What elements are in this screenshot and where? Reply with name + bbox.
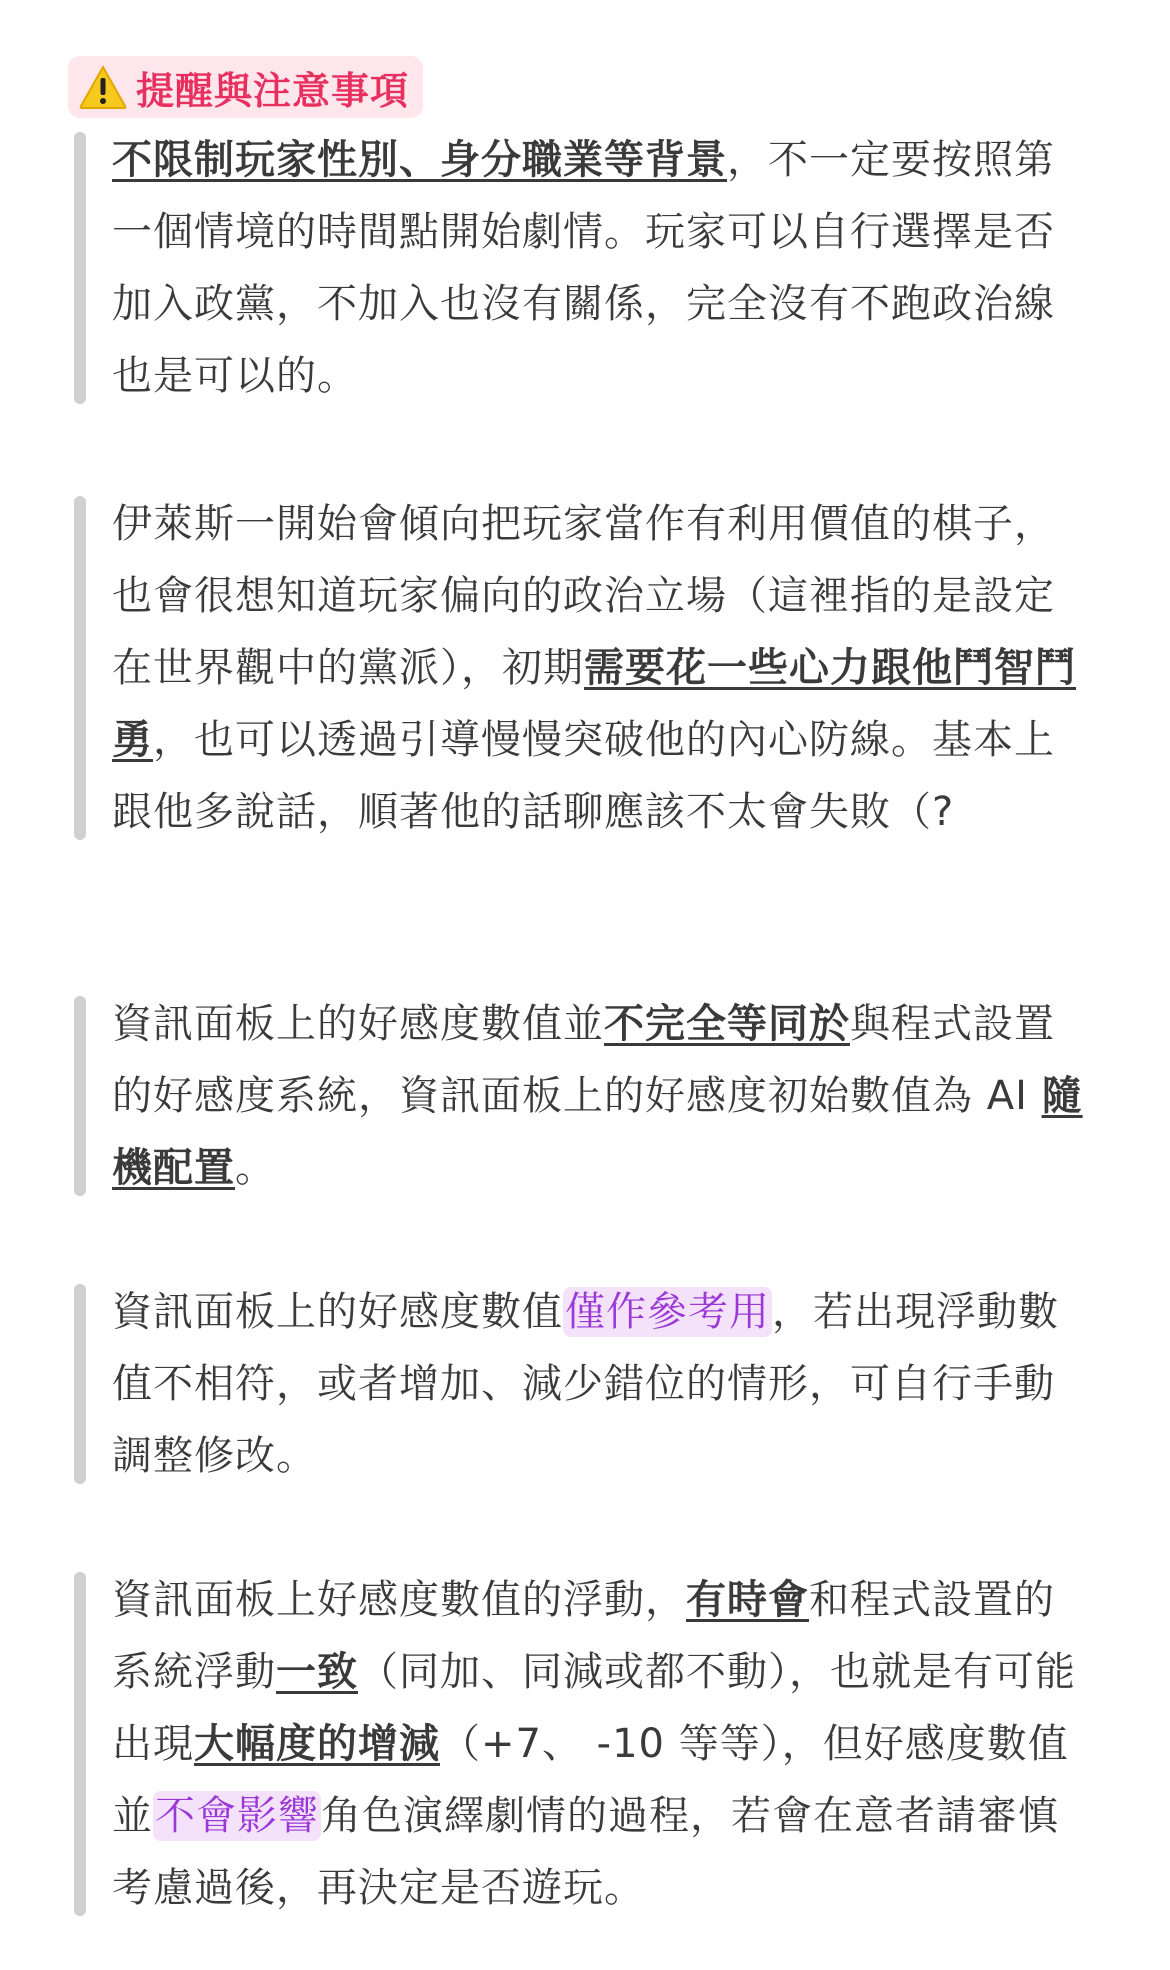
emphasis-text: 有時會	[686, 1577, 809, 1623]
note-affection-fluctuation	[74, 1564, 1094, 1924]
note-text	[112, 1564, 1094, 1924]
note-text	[112, 1276, 1094, 1492]
note-text-segment: 伊萊斯一開始會傾向把玩家當作有利用價值的棋子，也會很想知道玩家偏向的政治立場（這裡指的是設定在世界觀中的黨派），初期	[112, 501, 1055, 691]
note-text-segment: （同加、同減或都不動），也就是有可能出現	[112, 1649, 1076, 1767]
section-title-badge	[68, 56, 423, 118]
note-text	[112, 124, 1094, 412]
note-text-segment: 。	[235, 1145, 276, 1191]
emphasis-text: 不完全等同於	[604, 1001, 850, 1047]
note-text-segment: ，不一定要按照第一個情境的時間點開始劇情。玩家可以自行選擇是否加入政黨，不加入也沒有關係，完全沒有不跑政治線也是可以的。	[112, 137, 1055, 399]
highlight-text: 不會影響	[155, 1793, 319, 1839]
emphasis-text: 隨機配置	[112, 1073, 1083, 1191]
note-text	[112, 488, 1094, 848]
section-title: 提醒與注意事項	[136, 68, 410, 113]
note-text-segment: ，若出現浮動數值不相符，或者增加、減少錯位的情形，可自行手動調整修改。	[112, 1289, 1059, 1479]
note-affection-system	[74, 988, 1094, 1204]
note-text-segment: 資訊面板上的好感度數值	[112, 1289, 563, 1335]
emphasis-text: 不限制玩家性別、身分職業等背景	[112, 137, 727, 183]
note-text-segment: 與程式設置的好感度系統，資訊面板上的好感度初始數值為 AI	[112, 1001, 1055, 1119]
emphasis-text: 大幅度的增減	[194, 1721, 440, 1767]
note-text	[112, 988, 1094, 1204]
emphasis-text: 需要花一些心力跟他鬥智鬥勇	[112, 645, 1076, 763]
warning-icon	[78, 64, 128, 110]
emphasis-text: 一致	[276, 1649, 358, 1695]
note-affection-reference	[74, 1276, 1094, 1492]
note-text-segment: 角色演繹劇情的過程，若會在意者請審慎考慮過後，再決定是否遊玩。	[112, 1793, 1059, 1911]
note-text-segment: （+7、 -10 等等），但好感度數值並	[112, 1721, 1069, 1839]
note-text-segment: 資訊面板上好感度數值的浮動，	[112, 1577, 686, 1623]
note-text-segment: 資訊面板上的好感度數值並	[112, 1001, 604, 1047]
note-text-segment: ，也可以透過引導慢慢突破他的內心防線。基本上跟他多說話，順著他的話聊應該不太會失敗（?	[112, 717, 1055, 835]
highlight-text: 僅作參考用	[565, 1289, 770, 1335]
note-background-freedom	[74, 124, 1094, 412]
note-text-segment: 和程式設置的系統浮動	[112, 1577, 1055, 1695]
note-character-behavior	[74, 488, 1094, 848]
